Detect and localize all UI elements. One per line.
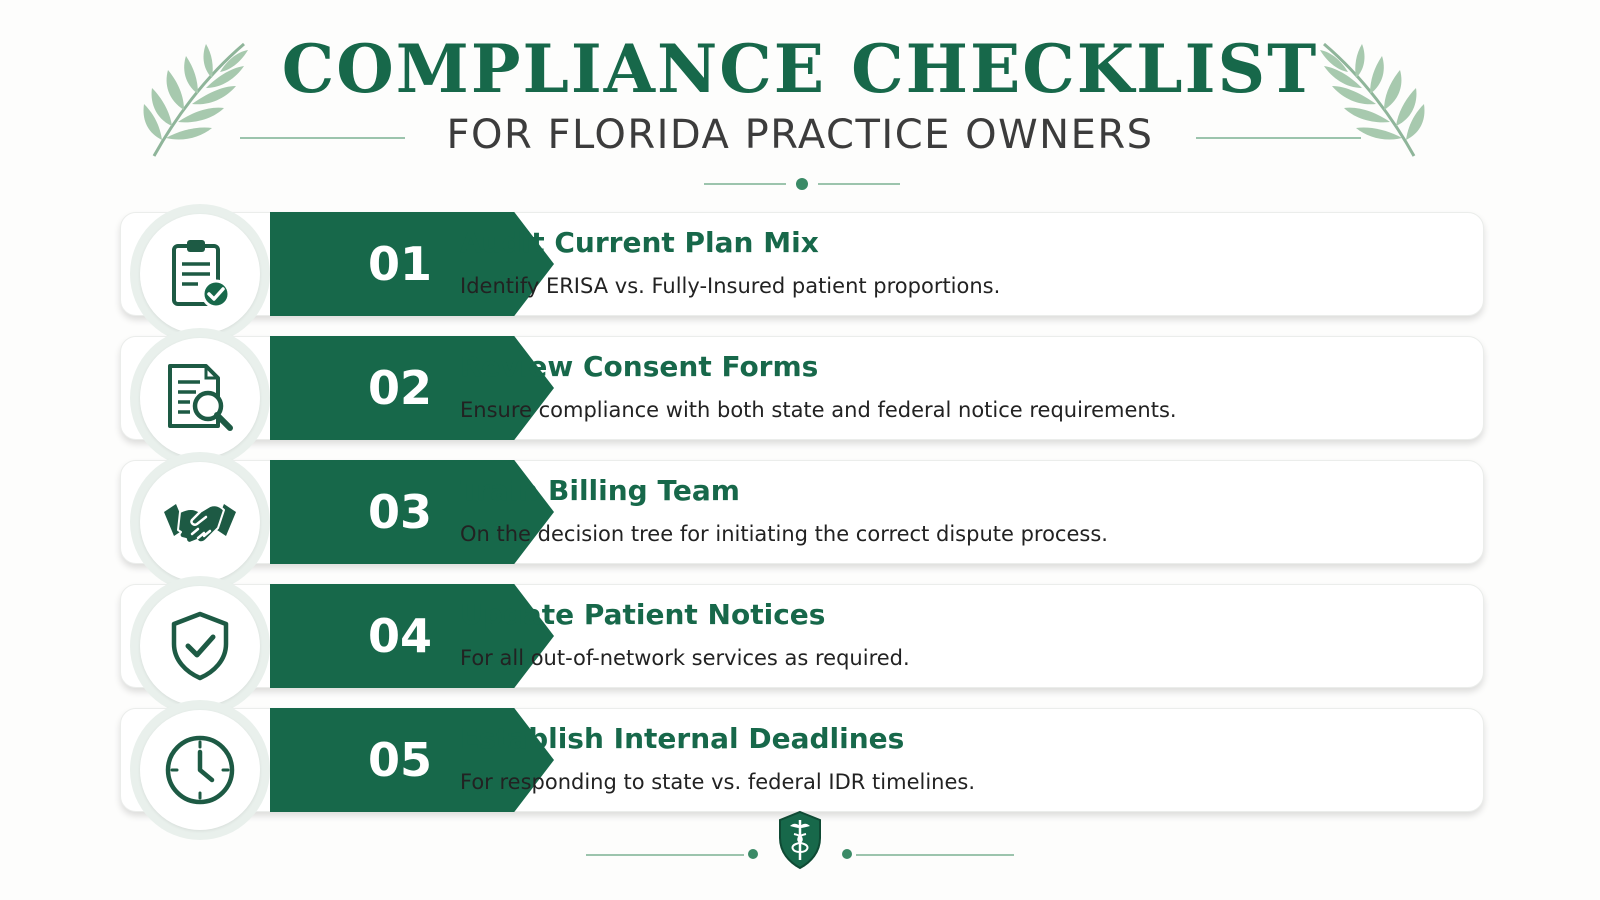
- clock-icon: [162, 732, 238, 808]
- item-title: Review Consent Forms: [460, 350, 819, 383]
- footer-dot-left: [748, 849, 758, 859]
- document-search-icon: [162, 360, 238, 436]
- item-number: 02: [367, 361, 432, 415]
- item-number: 01: [367, 237, 432, 291]
- shield-check-icon: [162, 608, 238, 684]
- checklist-item: [120, 708, 1484, 812]
- footer-rule-right: [856, 854, 1014, 856]
- icon-badge: [140, 710, 260, 830]
- icon-badge: [140, 338, 260, 458]
- handshake-icon: [162, 484, 238, 560]
- item-description: Identify ERISA vs. Fully-Insured patient proportions.: [460, 274, 1001, 298]
- item-description: On the decision tree for initiating the correct dispute process.: [460, 522, 1108, 546]
- checklist-item: [120, 212, 1484, 316]
- divider-dot: [796, 178, 808, 190]
- item-number: 04: [367, 609, 432, 663]
- item-title: Establish Internal Deadlines: [460, 722, 905, 755]
- checklist-item: [120, 584, 1484, 688]
- checklist-item: [120, 460, 1484, 564]
- clipboard-check-icon: [162, 236, 238, 312]
- item-title: Update Patient Notices: [460, 598, 826, 631]
- checklist-item: [120, 336, 1484, 440]
- icon-badge: [140, 214, 260, 334]
- icon-badge: [140, 462, 260, 582]
- page-title: COMPLIANCE CHECKLIST: [281, 30, 1319, 108]
- item-title: Train Billing Team: [460, 474, 740, 507]
- caduceus-shield-icon: [776, 810, 824, 870]
- footer-dot-right: [842, 849, 852, 859]
- page-subtitle: FOR FLORIDA PRACTICE OWNERS: [446, 112, 1154, 158]
- item-title: Audit Current Plan Mix: [460, 226, 819, 259]
- subtitle-rule-right: [1196, 137, 1361, 139]
- divider-left: [704, 183, 786, 185]
- item-number: 05: [367, 733, 432, 787]
- item-description: Ensure compliance with both state and federal notice requirements.: [460, 398, 1177, 422]
- item-description: For responding to state vs. federal IDR timelines.: [460, 770, 976, 794]
- header: [0, 0, 1600, 200]
- icon-badge: [140, 586, 260, 706]
- item-description: For all out-of-network services as required.: [460, 646, 910, 670]
- item-number: 03: [367, 485, 432, 539]
- footer-rule-left: [586, 854, 744, 856]
- divider-right: [818, 183, 900, 185]
